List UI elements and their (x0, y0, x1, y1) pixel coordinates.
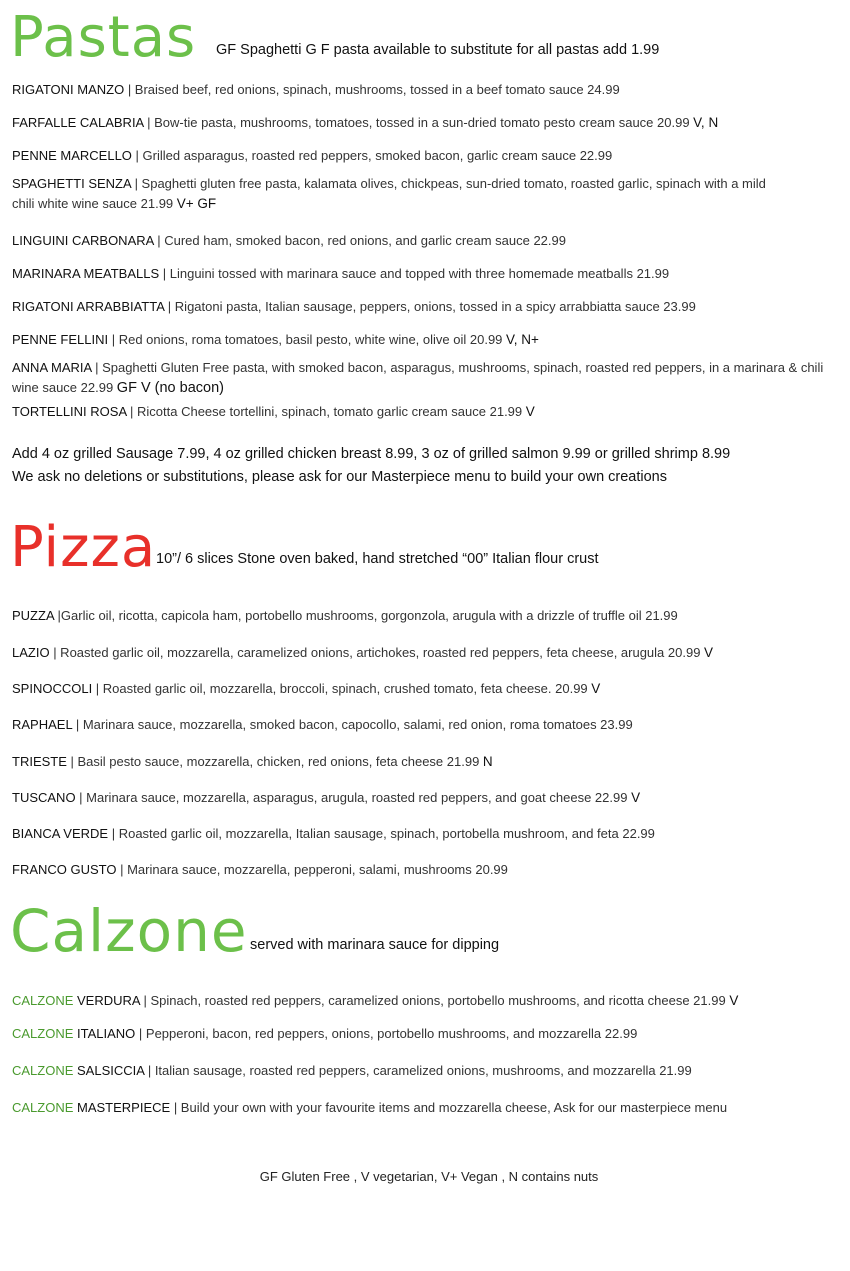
menu-item-rigatoni-manzo: RIGATONI MANZO | Braised beef, red onions, spinach, mushrooms, tossed in a beef tomato sauce 24.99 (12, 82, 620, 97)
menu-item-tuscano: TUSCANO | Marinara sauce, mozzarella, asparagus, arugula, roasted red peppers, and goat cheese 22.99 V (12, 790, 641, 805)
menu-item-bianca-verde: BIANCA VERDE | Roasted garlic oil, mozzarella, Italian sausage, spinach, portobella mushroom, and feta 22.99 (12, 826, 655, 841)
menu-item-calzone-italiano: CALZONE ITALIANO | Pepperoni, bacon, red peppers, onions, portobello mushrooms, and mozzarella 22.99 (12, 1026, 638, 1041)
menu-item-puzza: PUZZA |Garlic oil, ricotta, capicola ham, portobello mushrooms, gorgonzola, arugula with a drizzle of truffle oil 21.99 (12, 608, 678, 623)
menu-item-rigatoni-arrabbiatta: RIGATONI ARRABBIATTA | Rigatoni pasta, Italian sausage, peppers, onions, tossed in a spicy arrabbiatta sauce 23.99 (12, 299, 696, 314)
menu-item-penne-fellini: PENNE FELLINI | Red onions, roma tomatoes, basil pesto, white wine, olive oil 20.99 V, N+ (12, 332, 539, 347)
pastas-heading: Pastas (10, 5, 197, 70)
menu-item-spinoccoli: SPINOCCOLI | Roasted garlic oil, mozzarella, broccoli, spinach, crushed tomato, feta cheese. 20.99 V (12, 681, 601, 696)
menu-item-tortellini-rosa: TORTELLINI ROSA | Ricotta Cheese tortellini, spinach, tomato garlic cream sauce 21.99 V (12, 404, 535, 419)
menu-item-calzone-masterpiece: CALZONE MASTERPIECE | Build your own with your favourite items and mozzarella cheese, Ask for our masterpiece menu (12, 1100, 728, 1115)
menu-item-calzone-verdura: CALZONE VERDURA | Spinach, roasted red peppers, caramelized onions, portobello mushrooms, and ricotta cheese 21.99 V (12, 993, 739, 1008)
calzone-heading: Calzone (10, 897, 248, 965)
menu-item-penne-marcello: PENNE MARCELLO | Grilled asparagus, roasted red peppers, smoked bacon, garlic cream sauce 22.99 (12, 148, 613, 163)
pizza-heading: Pizza (10, 515, 157, 580)
menu-item-linguini-carbonara: LINGUINI CARBONARA | Cured ham, smoked bacon, red onions, and garlic cream sauce 22.99 (12, 233, 566, 248)
addon-proteins: Add 4 oz grilled Sausage 7.99, 4 oz grilled chicken breast 8.99, 3 oz of grilled salmon 9.99 or grilled shrimp 8.99 (12, 446, 731, 462)
menu-item-marinara-meatballs: MARINARA MEATBALLS | Linguini tossed with marinara sauce and topped with three homemade meatballs 21.99 (12, 266, 670, 281)
menu-item-calzone-salsiccia: CALZONE SALSICCIA | Italian sausage, roasted red peppers, caramelized onions, mushrooms, and mozzarella 21.99 (12, 1063, 692, 1078)
menu-item-anna-maria: ANNA MARIA | Spaghetti Gluten Free pasta, with smoked bacon, asparagus, mushrooms, spinach, roasted red peppers, in a marinara & chili wine sauce 22.99 GF V (no bacon) (12, 360, 824, 396)
calzone-note: served with marinara sauce for dipping (250, 937, 500, 953)
menu-item-franco-gusto: FRANCO GUSTO | Marinara sauce, mozzarella, pepperoni, salami, mushrooms 20.99 (12, 862, 508, 877)
menu-item-lazio: LAZIO | Roasted garlic oil, mozzarella, caramelized onions, artichokes, roasted red peppers, feta cheese, arugula 20.99 V (12, 645, 714, 660)
pizza-note: 10”/ 6 slices Stone oven baked, hand stretched “00” Italian flour crust (156, 551, 599, 567)
menu-item-spaghetti-senza: SPAGHETTI SENZA | Spaghetti gluten free pasta, kalamata olives, chickpeas, sun-dried tomato, roasted garlic, spinach with a mild chili white wine sauce 21.99 V+ GF (12, 176, 766, 211)
no-substitutions-note: We ask no deletions or substitutions, please ask for our Masterpiece menu to build your own creations (12, 469, 667, 485)
menu-item-raphael: RAPHAEL | Marinara sauce, mozzarella, smoked bacon, capocollo, salami, red onion, roma tomatoes 23.99 (12, 717, 633, 732)
pastas-note: GF Spaghetti G F pasta available to substitute for all pastas add 1.99 (216, 42, 660, 58)
menu-item-farfalle-calabria: FARFALLE CALABRIA | Bow-tie pasta, mushrooms, tomatoes, tossed in a sun-dried tomato pesto cream sauce 20.99 V, N (12, 115, 719, 130)
dietary-legend: GF Gluten Free , V vegetarian, V+ Vegan , N contains nuts (259, 1169, 599, 1184)
menu-item-trieste: TRIESTE | Basil pesto sauce, mozzarella, chicken, red onions, feta cheese 21.99 N (12, 754, 493, 769)
